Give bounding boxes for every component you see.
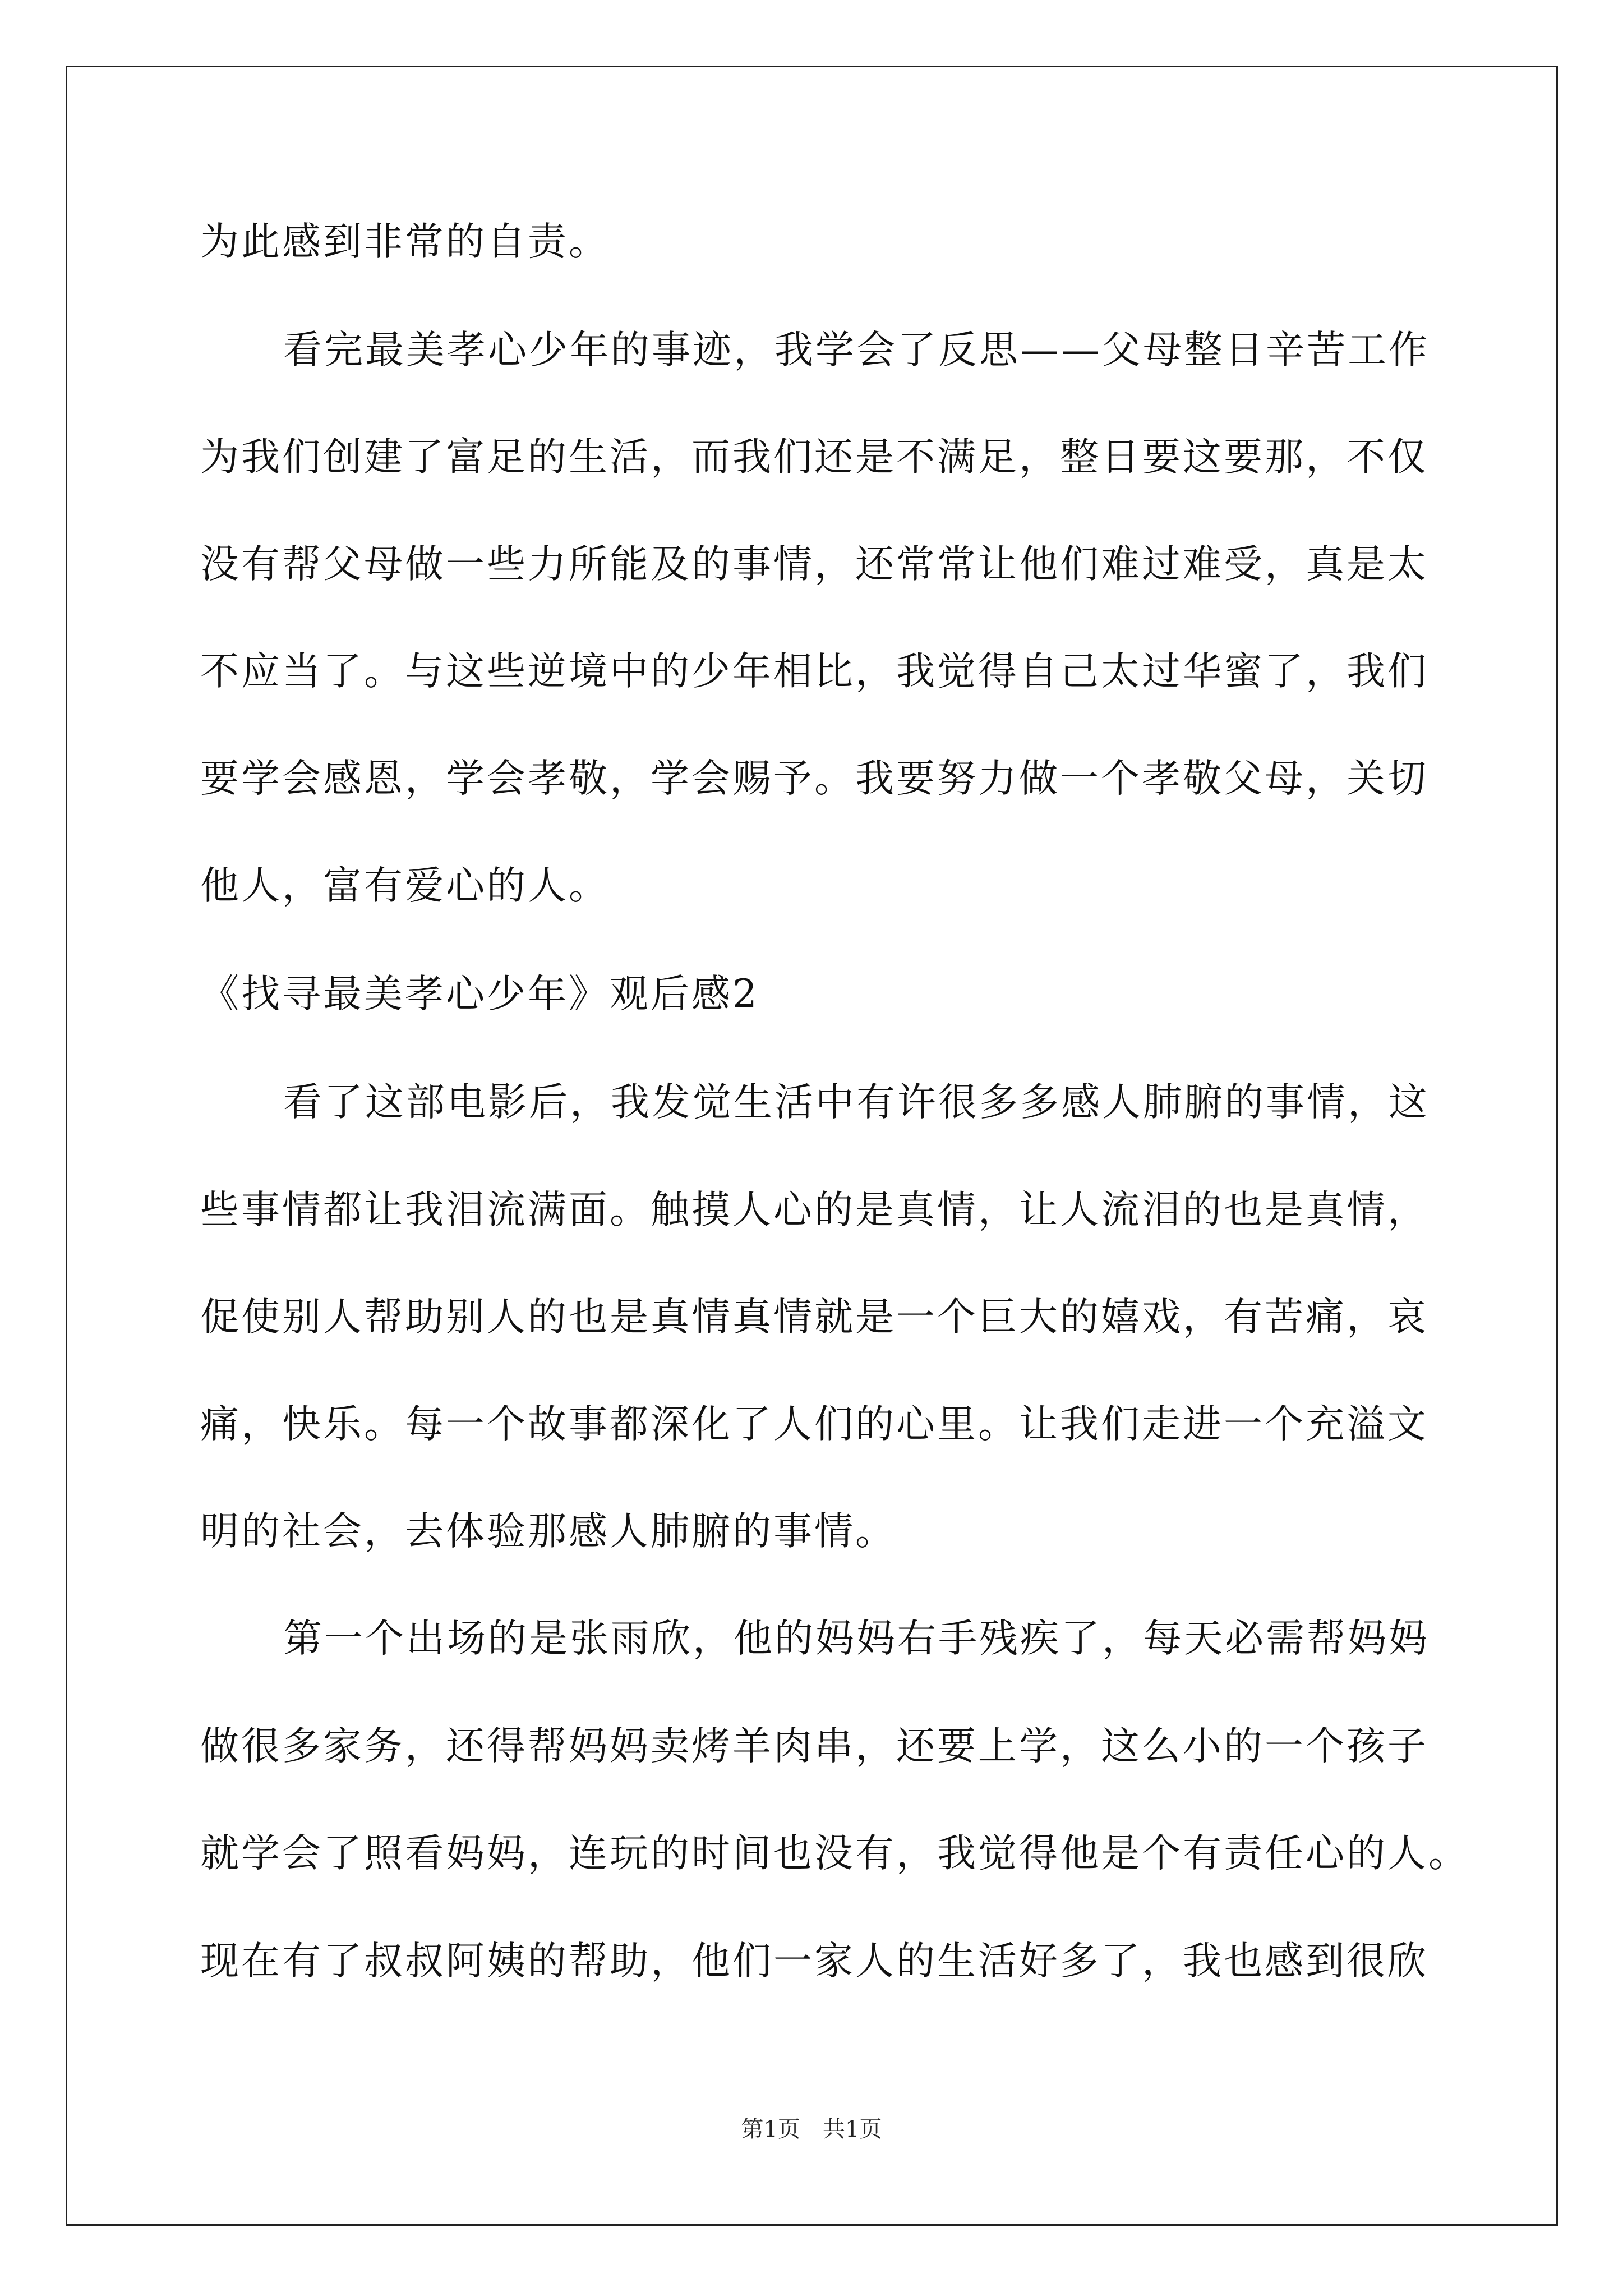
text-line: 看完最美孝心少年的事迹，我学会了反思——父母整日辛苦工作: [283, 328, 1430, 372]
section-heading: 《找寻最美孝心少年》观后感2: [200, 972, 759, 1016]
text-line: 不应当了。与这些逆境中的少年相比，我觉得自己太过华蜜了，我们: [200, 649, 1428, 694]
text-line: 促使别人帮助别人的也是真情真情就是一个巨大的嬉戏，有苦痛，哀: [200, 1295, 1428, 1340]
text-line: 没有帮父母做一些力所能及的事情，还常常让他们难过难受，真是太: [200, 542, 1428, 587]
page-border: [66, 66, 1558, 2226]
text-line: 些事情都让我泪流满面。触摸人心的是真情，让人流泪的也是真情，: [200, 1188, 1428, 1232]
text-line: 第一个出场的是张雨欣，他的妈妈右手残疾了，每天必需帮妈妈: [283, 1616, 1430, 1661]
text-line: 他人，富有爱心的人。: [200, 863, 610, 908]
text-line: 痛，快乐。每一个故事都深化了人们的心里。让我们走进一个充溢文: [200, 1402, 1428, 1447]
text-line: 就学会了照看妈妈，连玩的时间也没有，我觉得他是个有责任心的人。: [200, 1831, 1469, 1876]
page-number-footer: 第1页 共1页: [741, 2116, 882, 2142]
text-line: 明的社会，去体验那感人肺腑的事情。: [200, 1509, 896, 1554]
text-line: 为此感到非常的自责。: [200, 219, 610, 264]
text-line: 看了这部电影后，我发觉生活中有许很多多感人肺腑的事情，这: [283, 1080, 1430, 1125]
text-line: 为我们创建了富足的生活，而我们还是不满足，整日要这要那，不仅: [200, 435, 1428, 480]
text-line: 现在有了叔叔阿姨的帮助，他们一家人的生活好多了，我也感到很欣: [200, 1939, 1428, 1984]
text-line: 做很多家务，还得帮妈妈卖烤羊肉串，还要上学，这么小的一个孩子: [200, 1724, 1428, 1769]
text-line: 要学会感恩，学会孝敬，学会赐予。我要努力做一个孝敬父母，关切: [200, 756, 1428, 801]
